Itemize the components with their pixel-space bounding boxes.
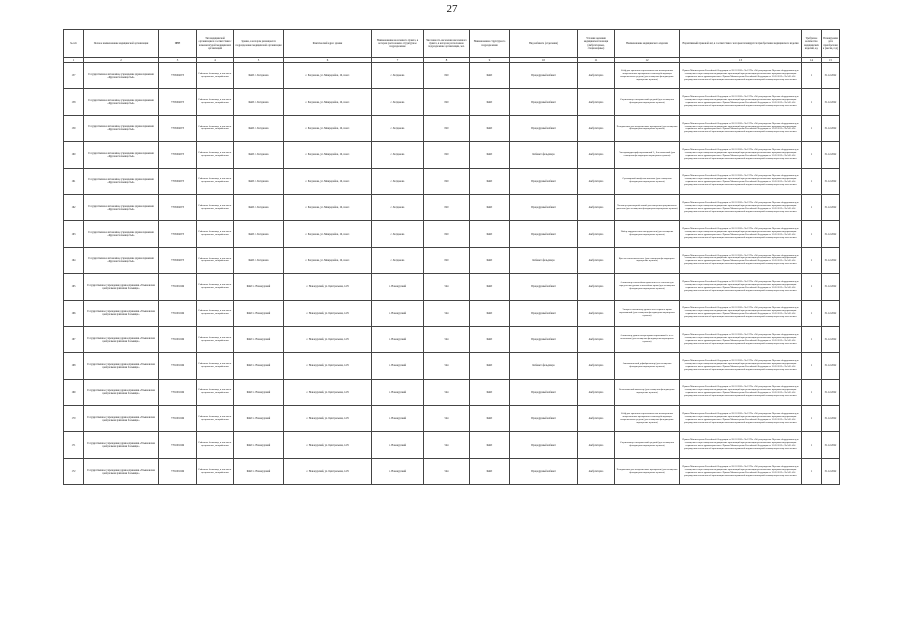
settlement-cell: с. Богданова <box>372 221 424 247</box>
care-conditions-cell: Амбулаторно <box>578 247 615 273</box>
building-cell: ФАП с. Новокурский <box>234 300 284 326</box>
address-cell: с. Богданова, ул. Микрорайон, 16, пом.1 <box>284 142 372 168</box>
population-cell: 820 <box>424 115 470 141</box>
address-cell: с. Богданова, ул. Микрорайон, 16, пом.1 <box>284 89 372 115</box>
address-cell: с. Богданова, ул. Микрорайон, 16, пом.1 <box>284 247 372 273</box>
address-cell: с. Новокурский, ул. Центральная, 12/9 <box>284 379 372 405</box>
organization-type-cell: Районные больницы, в том числе центральные, межрайонные <box>197 353 234 379</box>
device-name-cell: Бесконтактный пиксметр (для оснащения фельдшерско-акушерских пунктов) <box>615 379 680 405</box>
organization-type-cell: Районные больницы, в том числе центральные, межрайонные <box>197 168 234 194</box>
device-name-cell: Сейф для хранения переносимых или психотропных лекарственных препаратов и сильнодействующих лекарственных средств (для оснащения фельдшерско-акушерских пунктов) <box>615 63 680 89</box>
building-cell: ФАП с. Богданова <box>234 168 284 194</box>
legal-act-cell: Приказ Министерства Российской Федерации от 28.12.2020 г. № 1379н «Об утверждении Перечня оборудования для оснащения и переоснащения медицинских организаций при реализации региональных программ модернизации первичного звена здравоохранения». Приказ Министерства Российской Федерации от 15.05.2012 г. № 543 «Об утверждении положения об организации оказания первичной медико-санитарной помощи взрослому населению» <box>680 115 802 141</box>
building-cell: ФАП с. Богданова <box>234 221 284 247</box>
table-row <box>64 406 840 432</box>
quantity-cell: 1 <box>802 353 822 379</box>
column-number: 13 <box>680 58 802 63</box>
address-cell: с. Новокурский, ул. Центральная, 12/9 <box>284 326 372 352</box>
care-conditions-cell: Амбулаторно <box>578 194 615 220</box>
address-cell: с. Богданова, ул. Микрорайон, 16, пом.1 <box>284 168 372 194</box>
table-row <box>64 194 840 220</box>
population-cell: 544 <box>424 406 470 432</box>
purchase-date-cell: 31.12.2022 <box>822 247 840 273</box>
address-cell: с. Новокурский, ул. Центральная, 12/9 <box>284 432 372 458</box>
header-cell: Полное наименование медицинской организации <box>84 30 159 58</box>
room-type-cell: Процедурный кабинет <box>510 115 578 141</box>
device-name-cell: Стерилизатор электрический средний (для оснащения фельдшерско-акушерских пунктов) <box>615 432 680 458</box>
device-name-cell: Анализатор уровня сахара крови портативный с тест-полосками (для оснащения фельдшерско-акушерских пунктов) <box>615 326 680 352</box>
legal-act-cell: Приказ Министерства Российской Федерации от 28.12.2020 г. № 1379н «Об утверждении Перечня оборудования для оснащения и переоснащения медицинских организаций при реализации региональных программ модернизации первичного звена здравоохранения». Приказ Министерства Российской Федерации от 15.05.2012 г. № 543 «Об утверждении положения об организации оказания первичной медико-санитарной помощи взрослому населению» <box>680 300 802 326</box>
population-cell: 544 <box>424 274 470 300</box>
room-type-cell: Кабинет фельдшера <box>510 142 578 168</box>
row-number-cell: 165 <box>64 274 84 300</box>
table-row <box>64 353 840 379</box>
device-name-cell: Сейф для хранения переносимых или психотропных лекарственных препаратов и сильнодействующих лекарственных средств (для оснащения фельдшерско-акушерских пунктов) <box>615 406 680 432</box>
care-conditions-cell: Амбулаторно <box>578 115 615 141</box>
building-cell: ФАП с. Богданова <box>234 89 284 115</box>
inn-cell: 7701001049 <box>159 274 197 300</box>
organization-type-cell: Районные больницы, в том числе центральные, межрайонные <box>197 406 234 432</box>
settlement-cell: с. Богданова <box>372 89 424 115</box>
header-cell: Численность населения населенного пункта, в котором расположено подразделение организации, чел. <box>424 30 470 58</box>
legal-act-cell: Приказ Министерства Российской Федерации от 28.12.2020 г. № 1379н «Об утверждении Перечня оборудования для оснащения и переоснащения медицинских организаций при реализации региональных программ модернизации первичного звена здравоохранения». Приказ Министерства Российской Федерации от 15.05.2012 г. № 543 «Об утверждении положения об организации оказания первичной медико-санитарной помощи взрослому населению» <box>680 274 802 300</box>
table-row <box>64 142 840 168</box>
purchase-date-cell: 31.12.2022 <box>822 221 840 247</box>
care-conditions-cell: Амбулаторно <box>578 406 615 432</box>
subdivision-cell: ФАП <box>470 353 510 379</box>
settlement-cell: с. Новокурский <box>372 458 424 484</box>
legal-act-cell: Приказ Министерства Российской Федерации от 28.12.2020 г. № 1379н «Об утверждении Перечня оборудования для оснащения и переоснащения медицинских организаций при реализации региональных программ модернизации первичного звена здравоохранения». Приказ Министерства Российской Федерации от 15.05.2012 г. № 543 «Об утверждении положения об организации оказания первичной медико-санитарной помощи взрослому населению» <box>680 406 802 432</box>
header-cell: Наименование структурного подразделения <box>470 30 510 58</box>
subdivision-cell: ФАП <box>470 300 510 326</box>
table-row <box>64 115 840 141</box>
settlement-cell: с. Богданова <box>372 168 424 194</box>
organization-name-cell: Государственное автономное учреждение здравоохранения «Курская больница №4» <box>84 89 159 115</box>
quantity-cell: 1 <box>802 300 822 326</box>
building-cell: ФАП с. Новокурский <box>234 379 284 405</box>
care-conditions-cell: Амбулаторно <box>578 432 615 458</box>
inn-cell: 7705004973 <box>159 221 197 247</box>
building-cell: ФАП с. Новокурский <box>234 406 284 432</box>
building-cell: ФАП с. Новокурский <box>234 458 284 484</box>
population-cell: 544 <box>424 379 470 405</box>
header-cell: Здание, в котором размещается подразделение медицинской организации <box>234 30 284 58</box>
care-conditions-cell: Амбулаторно <box>578 300 615 326</box>
population-cell: 820 <box>424 221 470 247</box>
quantity-cell: 1 <box>802 247 822 273</box>
address-cell: с. Богданова, ул. Микрорайон, 16, пом.1 <box>284 115 372 141</box>
organization-name-cell: Государственное учреждение здравоохранения «Ульяновская центральная районная больница» <box>84 274 159 300</box>
table-header <box>64 30 840 58</box>
table-row <box>64 168 840 194</box>
address-cell: с. Новокурский, ул. Центральная, 12/9 <box>284 274 372 300</box>
quantity-cell: 1 <box>802 89 822 115</box>
inn-cell: 7701001049 <box>159 432 197 458</box>
inn-cell: 7705004973 <box>159 142 197 168</box>
legal-act-cell: Приказ Министерства Российской Федерации от 28.12.2020 г. № 1379н «Об утверждении Перечня оборудования для оснащения и переоснащения медицинских организаций при реализации региональных программ модернизации первичного звена здравоохранения». Приказ Министерства Российской Федерации от 15.05.2012 г. № 543 «Об утверждении положения об организации оказания первичной медико-санитарной помощи взрослому населению» <box>680 89 802 115</box>
column-number: 5 <box>234 58 284 63</box>
organization-type-cell: Районные больницы, в том числе центральные, межрайонные <box>197 300 234 326</box>
header-cell: Нормативный правовой акт, в соответствии с которым планируется приобретение медицинского изделия <box>680 30 802 58</box>
room-type-cell: Процедурный кабинет <box>510 274 578 300</box>
legal-act-cell: Приказ Министерства Российской Федерации от 28.12.2020 г. № 1379н «Об утверждении Перечня оборудования для оснащения и переоснащения медицинских организаций при реализации региональных программ модернизации первичного звена здравоохранения». Приказ Министерства Российской Федерации от 15.05.2012 г. № 543 «Об утверждении положения об организации оказания первичной медико-санитарной помощи взрослому населению» <box>680 247 802 273</box>
room-type-cell: Процедурный кабинет <box>510 432 578 458</box>
care-conditions-cell: Амбулаторно <box>578 142 615 168</box>
inn-cell: 7705004973 <box>159 115 197 141</box>
device-name-cell: Автоматический дефибриллятор (для оснащения фельдшерско-акушерских пунктов) <box>615 353 680 379</box>
organization-name-cell: Государственное учреждение здравоохранения «Ульяновская центральная районная больница» <box>84 406 159 432</box>
organization-name-cell: Государственное автономное учреждение здравоохранения «Курская больница №4» <box>84 63 159 89</box>
row-number-cell: 163 <box>64 221 84 247</box>
device-name-cell: Кресло гинекологическое (для оснащения фельдшерско-акушерских пунктов) <box>615 247 680 273</box>
header-cell: Тип медицинской организации в соответствии с номенклатурой медицинских организаций <box>197 30 234 58</box>
quantity-cell: 1 <box>802 115 822 141</box>
header-cell: Планируемая дата приобретения (месяц, год) <box>822 30 840 58</box>
table-body <box>64 58 840 485</box>
organization-type-cell: Районные больницы, в том числе центральные, межрайонные <box>197 63 234 89</box>
room-type-cell: Процедурный кабинет <box>510 379 578 405</box>
table-row <box>64 274 840 300</box>
column-number: 4 <box>197 58 234 63</box>
subdivision-cell: ФАП <box>470 406 510 432</box>
organization-type-cell: Районные больницы, в том числе центральные, межрайонные <box>197 194 234 220</box>
column-number: 15 <box>822 58 840 63</box>
address-cell: с. Новокурский, ул. Центральная, 12/9 <box>284 300 372 326</box>
subdivision-cell: ФАП <box>470 379 510 405</box>
care-conditions-cell: Амбулаторно <box>578 379 615 405</box>
legal-act-cell: Приказ Министерства Российской Федерации от 28.12.2020 г. № 1379н «Об утверждении Перечня оборудования для оснащения и переоснащения медицинских организаций при реализации региональных программ модернизации первичного звена здравоохранения». Приказ Министерства Российской Федерации от 15.05.2012 г. № 543 «Об утверждении положения об организации оказания первичной медико-санитарной помощи взрослому населению» <box>680 353 802 379</box>
subdivision-cell: ФАП <box>470 274 510 300</box>
inn-cell: 7701001049 <box>159 406 197 432</box>
row-number-cell: 162 <box>64 194 84 220</box>
purchase-date-cell: 31.12.2022 <box>822 379 840 405</box>
care-conditions-cell: Амбулаторно <box>578 274 615 300</box>
room-type-cell: Процедурный кабинет <box>510 168 578 194</box>
legal-act-cell: Приказ Министерства Российской Федерации от 28.12.2020 г. № 1379н «Об утверждении Перечня оборудования для оснащения и переоснащения медицинских организаций при реализации региональных программ модернизации первичного звена здравоохранения». Приказ Министерства Российской Федерации от 15.05.2012 г. № 543 «Об утверждении положения об организации оказания первичной медико-санитарной помощи взрослому населению» <box>680 432 802 458</box>
legal-act-cell: Приказ Министерства Российской Федерации от 28.12.2020 г. № 1379н «Об утверждении Перечня оборудования для оснащения и переоснащения медицинских организаций при реализации региональных программ модернизации первичного звена здравоохранения». Приказ Министерства Российской Федерации от 15.05.2012 г. № 543 «Об утверждении положения об организации оказания первичной медико-санитарной помощи взрослому населению» <box>680 379 802 405</box>
address-cell: с. Богданова, ул. Микрорайон, 16, пом.1 <box>284 194 372 220</box>
column-number: 1 <box>64 58 84 63</box>
care-conditions-cell: Амбулаторно <box>578 221 615 247</box>
subdivision-cell: ФАП <box>470 142 510 168</box>
organization-name-cell: Государственное автономное учреждение здравоохранения «Курская больница №4» <box>84 115 159 141</box>
column-number: 12 <box>615 58 680 63</box>
population-cell: 544 <box>424 326 470 352</box>
device-name-cell: Сухожаровой шкаф или автоклав (для оснащения фельдшерско-акушерских пунктов) <box>615 168 680 194</box>
header-cell: Наименование медицинского изделия <box>615 30 680 58</box>
column-number: 2 <box>84 58 159 63</box>
inn-cell: 7705004973 <box>159 63 197 89</box>
device-name-cell: Холодильник для лекарственных препаратов (для оснащения фельдшерско-акушерских пунктов) <box>615 458 680 484</box>
purchase-date-cell: 31.12.2022 <box>822 115 840 141</box>
legal-act-cell: Приказ Министерства Российской Федерации от 28.12.2020 г. № 1379н «Об утверждении Перечня оборудования для оснащения и переоснащения медицинских организаций при реализации региональных программ модернизации первичного звена здравоохранения». Приказ Министерства Российской Федерации от 15.05.2012 г. № 543 «Об утверждении положения об организации оказания первичной медико-санитарной помощи взрослому населению» <box>680 168 802 194</box>
population-cell: 820 <box>424 89 470 115</box>
table-row <box>64 63 840 89</box>
inn-cell: 7701001049 <box>159 458 197 484</box>
quantity-cell: 1 <box>802 406 822 432</box>
address-cell: с. Новокурский, ул. Центральная, 12/9 <box>284 458 372 484</box>
room-type-cell: Процедурный кабинет <box>510 194 578 220</box>
device-name-cell: Стерилизатор электрический средний (для оснащения фельдшерско-акушерских пунктов) <box>615 89 680 115</box>
column-number: 6 <box>284 58 372 63</box>
room-type-cell: Процедурный кабинет <box>510 300 578 326</box>
header-cell: Условия оказания медицинской помощи (амбулаторные, стационарные) <box>578 30 615 58</box>
column-number: 9 <box>470 58 510 63</box>
organization-type-cell: Районные больницы, в том числе центральные, межрайонные <box>197 379 234 405</box>
settlement-cell: с. Новокурский <box>372 406 424 432</box>
settlement-cell: с. Новокурский <box>372 379 424 405</box>
inn-cell: 7701001049 <box>159 326 197 352</box>
header-cell: ИНН <box>159 30 197 58</box>
subdivision-cell: ФАП <box>470 63 510 89</box>
building-cell: ФАП с. Богданова <box>234 63 284 89</box>
organization-name-cell: Государственное учреждение здравоохранения «Ульяновская центральная районная больница» <box>84 300 159 326</box>
row-number-cell: 172 <box>64 458 84 484</box>
population-cell: 544 <box>424 353 470 379</box>
organization-name-cell: Государственное учреждение здравоохранения «Ульяновская центральная районная больница» <box>84 326 159 352</box>
room-type-cell: Процедурный кабинет <box>510 326 578 352</box>
population-cell: 544 <box>424 300 470 326</box>
column-number: 10 <box>510 58 578 63</box>
organization-name-cell: Государственное автономное учреждение здравоохранения «Курская больница №4» <box>84 194 159 220</box>
settlement-cell: с. Новокурский <box>372 353 424 379</box>
device-name-cell: Анализатор гемоглобина крови или тест-системы для определения уровня гемоглобина крови (для оснащения фельдшерско-акушерских пунктов) <box>615 274 680 300</box>
row-number-cell: 168 <box>64 353 84 379</box>
table-row <box>64 300 840 326</box>
organization-name-cell: Государственное учреждение здравоохранения «Ульяновская центральная районная больница» <box>84 353 159 379</box>
organization-name-cell: Государственное автономное учреждение здравоохранения «Курская больница №4» <box>84 221 159 247</box>
purchase-date-cell: 31.12.2022 <box>822 89 840 115</box>
quantity-cell: 1 <box>802 168 822 194</box>
column-number: 11 <box>578 58 615 63</box>
organization-type-cell: Районные больницы, в том числе центральные, межрайонные <box>197 115 234 141</box>
room-type-cell: Процедурный кабинет <box>510 458 578 484</box>
quantity-cell: 1 <box>802 379 822 405</box>
organization-name-cell: Государственное учреждение здравоохранения «Ульяновская центральная районная больница» <box>84 379 159 405</box>
organization-name-cell: Государственное учреждение здравоохранения «Ульяновская центральная районная больница» <box>84 432 159 458</box>
subdivision-cell: ФАП <box>470 458 510 484</box>
quantity-cell: 1 <box>802 432 822 458</box>
building-cell: ФАП с. Богданова <box>234 247 284 273</box>
row-number-cell: 164 <box>64 247 84 273</box>
settlement-cell: с. Новокурский <box>372 300 424 326</box>
row-number-cell: 160 <box>64 142 84 168</box>
row-number-cell: 169 <box>64 379 84 405</box>
subdivision-cell: ФАП <box>470 221 510 247</box>
inn-cell: 7701001049 <box>159 353 197 379</box>
room-type-cell: Процедурный кабинет <box>510 406 578 432</box>
page-number: 27 <box>446 3 458 15</box>
quantity-cell: 1 <box>802 326 822 352</box>
subdivision-cell: ФАП <box>470 432 510 458</box>
care-conditions-cell: Амбулаторно <box>578 326 615 352</box>
legal-act-cell: Приказ Министерства Российской Федерации от 28.12.2020 г. № 1379н «Об утверждении Перечня оборудования для оснащения и переоснащения медицинских организаций при реализации региональных программ модернизации первичного звена здравоохранения». Приказ Министерства Российской Федерации от 15.05.2012 г. № 543 «Об утверждении положения об организации оказания первичной медико-санитарной помощи взрослому населению» <box>680 63 802 89</box>
settlement-cell: с. Новокурский <box>372 326 424 352</box>
quantity-cell: 1 <box>802 458 822 484</box>
inn-cell: 7701001049 <box>159 300 197 326</box>
settlement-cell: с. Новокурский <box>372 432 424 458</box>
room-type-cell: Кабинет фельдшера <box>510 353 578 379</box>
table-row <box>64 221 840 247</box>
row-number-cell: 161 <box>64 168 84 194</box>
row-number-cell: 171 <box>64 432 84 458</box>
room-type-cell: Процедурный кабинет <box>510 89 578 115</box>
column-number: 14 <box>802 58 822 63</box>
table-row <box>64 89 840 115</box>
header-cell: № п/п <box>64 30 84 58</box>
settlement-cell: с. Богданова <box>372 247 424 273</box>
purchase-date-cell: 31.12.2022 <box>822 274 840 300</box>
subdivision-cell: ФАП <box>470 194 510 220</box>
subdivision-cell: ФАП <box>470 247 510 273</box>
organization-type-cell: Районные больницы, в том числе центральные, межрайонные <box>197 326 234 352</box>
settlement-cell: с. Богданова <box>372 142 424 168</box>
building-cell: ФАП с. Новокурский <box>234 432 284 458</box>
subdivision-cell: ФАП <box>470 115 510 141</box>
care-conditions-cell: Амбулаторно <box>578 168 615 194</box>
subdivision-cell: ФАП <box>470 326 510 352</box>
table-row <box>64 458 840 484</box>
address-cell: с. Богданова, ул. Микрорайон, 16, пом.1 <box>284 63 372 89</box>
settlement-cell: с. Богданова <box>372 194 424 220</box>
building-cell: ФАП с. Богданова <box>234 142 284 168</box>
inn-cell: 7705004973 <box>159 89 197 115</box>
device-name-cell: Набор хирургических инструментов (для оснащения фельдшерско-акушерских пунктов) <box>615 221 680 247</box>
purchase-date-cell: 31.12.2022 <box>822 326 840 352</box>
row-number-cell: 157 <box>64 63 84 89</box>
organization-name-cell: Государственное учреждение здравоохранения «Ульяновская центральная районная больница» <box>84 458 159 484</box>
row-number-cell: 159 <box>64 115 84 141</box>
purchase-date-cell: 31.12.2022 <box>822 353 840 379</box>
column-number: 7 <box>372 58 424 63</box>
care-conditions-cell: Амбулаторно <box>578 89 615 115</box>
population-cell: 820 <box>424 168 470 194</box>
inn-cell: 7701001049 <box>159 379 197 405</box>
room-type-cell: Процедурный кабинет <box>510 63 578 89</box>
legal-act-cell: Приказ Министерства Российской Федерации от 28.12.2020 г. № 1379н «Об утверждении Перечня оборудования для оснащения и переоснащения медицинских организаций при реализации региональных программ модернизации первичного звена здравоохранения». Приказ Министерства Российской Федерации от 15.05.2012 г. № 543 «Об утверждении положения об организации оказания первичной медико-санитарной помощи взрослому населению» <box>680 194 802 220</box>
inn-cell: 7705004973 <box>159 168 197 194</box>
purchase-date-cell: 31.12.2022 <box>822 63 840 89</box>
building-cell: ФАП с. Новокурский <box>234 274 284 300</box>
quantity-cell: 1 <box>802 142 822 168</box>
organization-type-cell: Районные больницы, в том числе центральные, межрайонные <box>197 274 234 300</box>
organization-type-cell: Районные больницы, в том числе центральные, межрайонные <box>197 458 234 484</box>
header-cell: Фактический адрес здания <box>284 30 372 58</box>
device-name-cell: Электрокардиограф портативный 3-, 6-и канальный (для оснащения фельдшерско-акушерских пунктов) <box>615 142 680 168</box>
care-conditions-cell: Амбулаторно <box>578 63 615 89</box>
row-number-cell: 167 <box>64 326 84 352</box>
legal-act-cell: Приказ Министерства Российской Федерации от 28.12.2020 г. № 1379н «Об утверждении Перечня оборудования для оснащения и переоснащения медицинских организаций при реализации региональных программ модернизации первичного звена здравоохранения». Приказ Министерства Российской Федерации от 15.05.2012 г. № 543 «Об утверждении положения об организации оказания первичной медико-санитарной помощи взрослому населению» <box>680 326 802 352</box>
row-number-cell: 166 <box>64 300 84 326</box>
care-conditions-cell: Амбулаторно <box>578 353 615 379</box>
subdivision-cell: ФАП <box>470 168 510 194</box>
quantity-cell: 1 <box>802 221 822 247</box>
device-name-cell: Холодильник для лекарственных препаратов (для оснащения фельдшерско-акушерских пунктов) <box>615 115 680 141</box>
quantity-cell: 1 <box>802 274 822 300</box>
room-type-cell: Процедурный кабинет <box>510 221 578 247</box>
header-cell: Наименование населенного пункта, в котором расположено структурное подразделение <box>372 30 424 58</box>
inn-cell: 7705004973 <box>159 247 197 273</box>
inn-cell: 7705004973 <box>159 194 197 220</box>
quantity-cell: 1 <box>802 194 822 220</box>
equipment-table <box>63 29 840 485</box>
legal-act-cell: Приказ Министерства Российской Федерации от 28.12.2020 г. № 1379н «Об утверждении Перечня оборудования для оснащения и переоснащения медицинских организаций при реализации региональных программ модернизации первичного звена здравоохранения». Приказ Министерства Российской Федерации от 15.05.2012 г. № 543 «Об утверждении положения об организации оказания первичной медико-санитарной помощи взрослому населению» <box>680 221 802 247</box>
settlement-cell: с. Новокурский <box>372 274 424 300</box>
table-row <box>64 326 840 352</box>
device-name-cell: Тонометр транспортабельный для измерения артериального давления (для оснащения фельдшерско-акушерских пунктов) <box>615 194 680 220</box>
organization-type-cell: Районные больницы, в том числе центральные, межрайонные <box>197 89 234 115</box>
purchase-date-cell: 31.12.2022 <box>822 458 840 484</box>
care-conditions-cell: Амбулаторно <box>578 458 615 484</box>
population-cell: 820 <box>424 194 470 220</box>
organization-name-cell: Государственное автономное учреждение здравоохранения «Курская больница №4» <box>84 168 159 194</box>
organization-name-cell: Государственное автономное учреждение здравоохранения «Курская больница №4» <box>84 247 159 273</box>
purchase-date-cell: 31.12.2022 <box>822 300 840 326</box>
purchase-date-cell: 31.12.2022 <box>822 194 840 220</box>
address-cell: с. Новокурский, ул. Центральная, 12/9 <box>284 353 372 379</box>
settlement-cell: с. Богданова <box>372 63 424 89</box>
population-cell: 820 <box>424 142 470 168</box>
organization-type-cell: Районные больницы, в том числе центральные, межрайонные <box>197 221 234 247</box>
purchase-date-cell: 31.12.2022 <box>822 168 840 194</box>
population-cell: 544 <box>424 432 470 458</box>
table-row <box>64 432 840 458</box>
subdivision-cell: ФАП <box>470 89 510 115</box>
settlement-cell: с. Богданова <box>372 115 424 141</box>
row-number-cell: 158 <box>64 89 84 115</box>
header-cell: Требуемое количество медицинских изделий, ед. <box>802 30 822 58</box>
legal-act-cell: Приказ Министерства Российской Федерации от 28.12.2020 г. № 1379н «Об утверждении Перечня оборудования для оснащения и переоснащения медицинских организаций при реализации региональных программ модернизации первичного звена здравоохранения». Приказ Министерства Российской Федерации от 15.05.2012 г. № 543 «Об утверждении положения об организации оказания первичной медико-санитарной помощи взрослому населению» <box>680 458 802 484</box>
address-cell: с. Новокурский, ул. Центральная, 12/9 <box>284 406 372 432</box>
column-number: 8 <box>424 58 470 63</box>
purchase-date-cell: 31.12.2022 <box>822 406 840 432</box>
table-row <box>64 247 840 273</box>
building-cell: ФАП с. Новокурский <box>234 326 284 352</box>
building-cell: ФАП с. Богданова <box>234 115 284 141</box>
organization-name-cell: Государственное автономное учреждение здравоохранения «Курская больница №4» <box>84 142 159 168</box>
table-row <box>64 379 840 405</box>
room-type-cell: Кабинет фельдшера <box>510 247 578 273</box>
population-cell: 820 <box>424 247 470 273</box>
organization-type-cell: Районные больницы, в том числе центральные, межрайонные <box>197 432 234 458</box>
column-number: 3 <box>159 58 197 63</box>
legal-act-cell: Приказ Министерства Российской Федерации от 28.12.2020 г. № 1379н «Об утверждении Перечня оборудования для оснащения и переоснащения медицинских организаций при реализации региональных программ модернизации первичного звена здравоохранения». Приказ Министерства Российской Федерации от 15.05.2012 г. № 543 «Об утверждении положения об организации оказания первичной медико-санитарной помощи взрослому населению» <box>680 142 802 168</box>
address-cell: с. Богданова, ул. Микрорайон, 16, пом.1 <box>284 221 372 247</box>
building-cell: ФАП с. Новокурский <box>234 353 284 379</box>
device-name-cell: Экспресс-анализатор уровня холестерина в крови портативный (для оснащения фельдшерско-акушерских пунктов) <box>615 300 680 326</box>
organization-type-cell: Районные больницы, в том числе центральные, межрайонные <box>197 142 234 168</box>
quantity-cell: 1 <box>802 63 822 89</box>
population-cell: 820 <box>424 63 470 89</box>
header-cell: Вид кабинета (отделения) <box>510 30 578 58</box>
purchase-date-cell: 31.12.2022 <box>822 142 840 168</box>
row-number-cell: 170 <box>64 406 84 432</box>
organization-type-cell: Районные больницы, в том числе центральные, межрайонные <box>197 247 234 273</box>
building-cell: ФАП с. Богданова <box>234 194 284 220</box>
purchase-date-cell: 31.12.2022 <box>822 432 840 458</box>
population-cell: 544 <box>424 458 470 484</box>
